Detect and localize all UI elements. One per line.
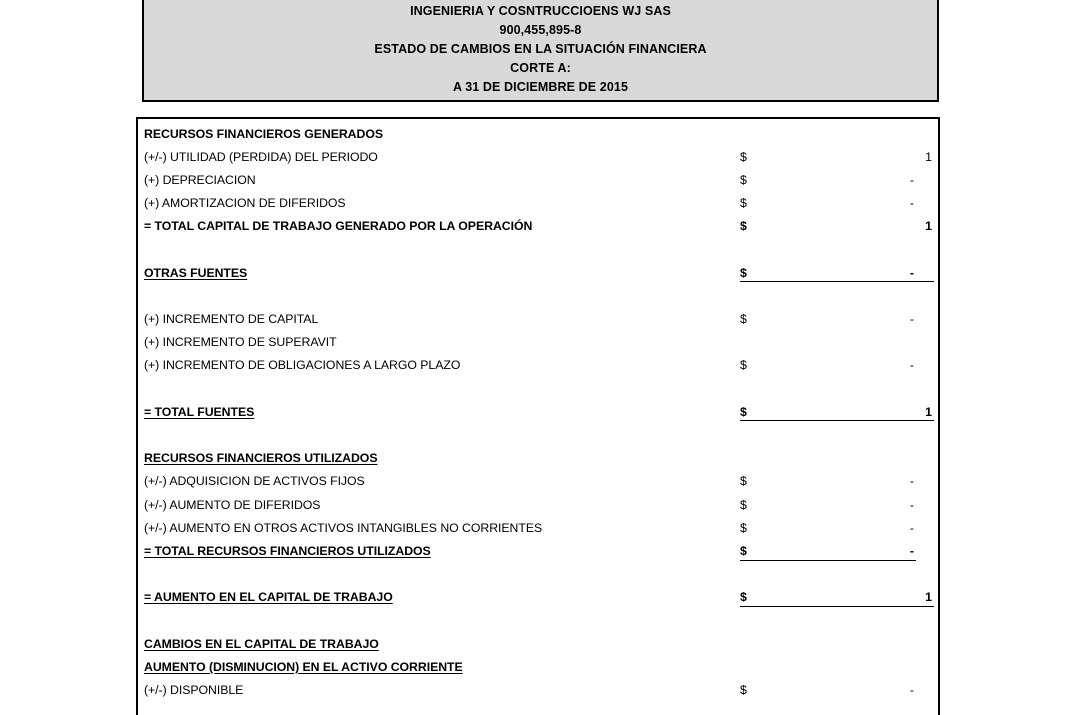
statement-row (138, 586, 938, 609)
row-amount: - (909, 196, 914, 211)
row-amount: 1 (925, 404, 932, 419)
row-label: AUMENTO (DISMINUCION) EN EL ACTIVO CORRIENTE (144, 659, 463, 674)
statement-title: ESTADO DE CAMBIOS EN LA SITUACIÓN FINANCIERA (374, 42, 707, 56)
row-label: = TOTAL CAPITAL DE TRABAJO GENERADO POR LA OPERACIÓN (144, 219, 533, 234)
statement-row (138, 215, 938, 238)
row-label: OTRAS FUENTES (144, 265, 248, 280)
total-underline-rule (740, 281, 934, 282)
row-amount: 1 (925, 149, 932, 164)
statement-row (138, 516, 938, 539)
total-underline-rule (740, 560, 916, 561)
row-amount: - (909, 172, 914, 187)
currency-symbol: $ (740, 265, 747, 280)
currency-symbol: $ (740, 497, 747, 512)
tax-id: 900,455,895-8 (499, 23, 582, 37)
row-label: (+/-) AUMENTO DE DIFERIDOS (144, 497, 321, 512)
statement-table (136, 117, 940, 715)
statement-row (138, 308, 938, 331)
row-amount: - (909, 358, 914, 373)
row-amount: - (909, 520, 914, 535)
currency-symbol: $ (740, 172, 747, 187)
row-label: = TOTAL FUENTES (144, 404, 255, 419)
statement-row (138, 655, 938, 678)
row-label: (+) INCREMENTO DE CAPITAL (144, 312, 319, 327)
statement-row (138, 145, 938, 168)
statement-row (138, 470, 938, 493)
row-label: (+) DEPRECIACION (144, 172, 256, 187)
spacer-row (138, 377, 938, 400)
row-label: (+) AMORTIZACION DE DIFERIDOS (144, 196, 346, 211)
currency-symbol: $ (740, 474, 747, 489)
cutoff-date: A 31 DE DICIEMBRE DE 2015 (452, 80, 628, 94)
row-label: (+/-) ADQUISICION DE ACTIVOS FIJOS (144, 474, 365, 489)
currency-symbol: $ (740, 358, 747, 373)
row-label: RECURSOS FINANCIEROS UTILIZADOS (144, 451, 378, 466)
currency-symbol: $ (740, 683, 747, 698)
row-label: = TOTAL RECURSOS FINANCIEROS UTILIZADOS (144, 543, 431, 558)
row-label: CAMBIOS EN EL CAPITAL DE TRABAJO (144, 636, 379, 651)
statement-rows (138, 119, 938, 702)
spacer-row (138, 609, 938, 632)
cutoff-label: CORTE A: (510, 61, 571, 75)
currency-symbol: $ (740, 312, 747, 327)
row-amount: - (909, 474, 914, 489)
statement-row (138, 354, 938, 377)
statement-row (138, 400, 938, 423)
statement-row (138, 632, 938, 655)
row-label: = AUMENTO EN EL CAPITAL DE TRABAJO (144, 590, 393, 605)
company-name: INGENIERIA Y COSNTRUCCIOENS WJ SAS (410, 4, 671, 18)
currency-symbol: $ (740, 149, 747, 164)
spacer-row (138, 563, 938, 586)
row-label: (+) INCREMENTO DE OBLIGACIONES A LARGO PLAZO (144, 358, 461, 373)
row-label: (+/-) DISPONIBLE (144, 683, 244, 698)
statement-row (138, 679, 938, 702)
row-label: RECURSOS FINANCIEROS GENERADOS (144, 126, 383, 141)
currency-symbol: $ (740, 520, 747, 535)
currency-symbol: $ (740, 590, 747, 605)
row-amount: - (909, 543, 914, 558)
total-underline-rule (740, 606, 934, 607)
row-label: (+/-) UTILIDAD (PERDIDA) DEL PERIODO (144, 149, 378, 164)
statement-row (138, 493, 938, 516)
statement-row (138, 168, 938, 191)
row-label: (+) INCREMENTO DE SUPERAVIT (144, 335, 337, 350)
document-header-box (142, 0, 939, 102)
row-amount: 1 (925, 590, 932, 605)
statement-row (138, 539, 938, 562)
row-amount: - (909, 312, 914, 327)
row-amount: - (909, 265, 914, 280)
spacer-row (138, 284, 938, 307)
currency-symbol: $ (740, 219, 747, 234)
total-underline-rule (740, 420, 934, 421)
currency-symbol: $ (740, 196, 747, 211)
currency-symbol: $ (740, 543, 747, 558)
row-amount: 1 (925, 219, 932, 234)
row-amount: - (909, 497, 914, 512)
row-label: (+/-) AUMENTO EN OTROS ACTIVOS INTANGIBLES NO CORRIENTES (144, 520, 543, 535)
spacer-row (138, 423, 938, 446)
spacer-row (138, 238, 938, 261)
statement-row (138, 192, 938, 215)
statement-row (138, 261, 938, 284)
row-amount: - (909, 683, 914, 698)
currency-symbol: $ (740, 404, 747, 419)
statement-row (138, 447, 938, 470)
statement-row (138, 331, 938, 354)
statement-row (138, 122, 938, 145)
